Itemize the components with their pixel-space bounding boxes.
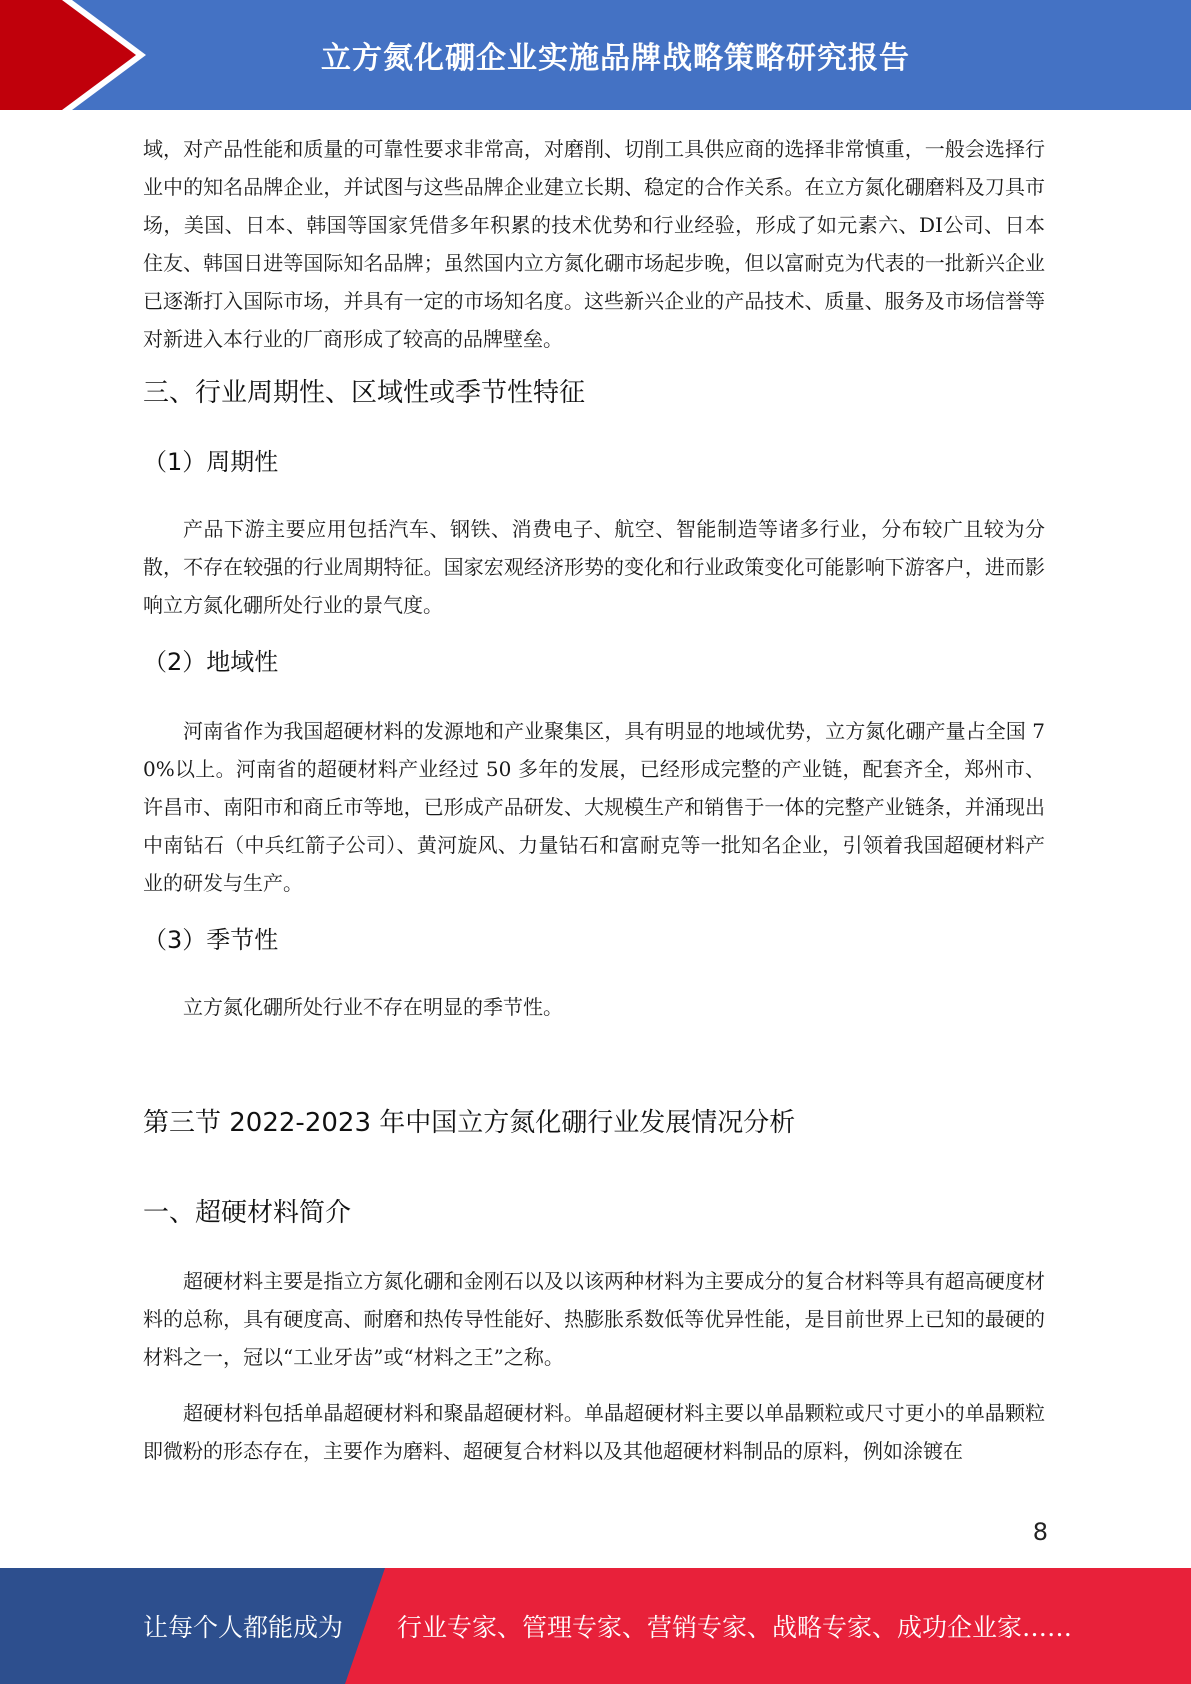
footer-slogan-left: 让每个人都能成为 [143, 1613, 344, 1642]
footer-slogan-right: 行业专家、管理专家、营销专家、战略专家、成功企业家…… [397, 1613, 1073, 1642]
paragraph-regionality: 河南省作为我国超硬材料的发源地和产业聚集区，具有明显的地域优势，立方氮化硼产量占全国 70%以上。河南省的超硬材料产业经过 50 多年的发展，已经形成完整的产业链，配套齐全，郑州市、许昌市、南阳市和商丘市等地，已形成产品研发、大规模生产和销售于一体的完整产业链条，并涌现出中南钻石（中兵红箭子公司）、黄河旋风、力量钻石和富耐克等一批知名企业，引领着我国超硬材料产业的研发与生产。 [143, 719, 1045, 895]
subheading-cyclicality: （1）周期性 [143, 448, 279, 476]
heading-superhard-intro: 一、超硬材料简介 [143, 1198, 352, 1228]
subheading-regionality: （2）地域性 [143, 648, 279, 676]
paragraph-superhard-definition: 超硬材料主要是指立方氮化硼和金刚石以及以该两种材料为主要成分的复合材料等具有超高硬度材料的总称，具有硬度高、耐磨和热传导性能好、热膨胀系数低等优异性能，是目前世界上已知的最硬的材料之一，冠以“工业牙齿”或“材料之王”之称。 [143, 1269, 1045, 1369]
paragraph-seasonality: 立方氮化硼所处行业不存在明显的季节性。 [183, 995, 563, 1019]
subheading-seasonality: （3）季节性 [143, 926, 279, 954]
heading-industry-characteristics: 三、行业周期性、区域性或季节性特征 [143, 378, 586, 408]
page-number: 8 [1032, 1518, 1048, 1546]
report-title: 立方氮化硼企业实施品牌战略策略研究报告 [321, 41, 910, 76]
paragraph-brand-barrier: 域，对产品性能和质量的可靠性要求非常高，对磨削、切削工具供应商的选择非常慎重，一般会选择行业中的知名品牌企业，并试图与这些品牌企业建立长期、稳定的合作关系。在立方氮化硼磨料及刀具市场，美国、日本、韩国等国家凭借多年积累的技术优势和行业经验，形成了如元素六、DI公司、日本住友、韩国日进等国际知名品牌；虽然国内立方氮化硼市场起步晚，但以富耐克为代表的一批新兴企业已逐渐打入国际市场，并具有一定的市场知名度。这些新兴企业的产品技术、质量、服务及市场信誉等对新进入本行业的厂商形成了较高的品牌壁垒。 [143, 137, 1045, 351]
page-header [0, 0, 1191, 110]
section-title: 第三节 2022-2023 年中国立方氮化硼行业发展情况分析 [143, 1108, 796, 1138]
page-content [143, 130, 1045, 1470]
paragraph-cyclicality: 产品下游主要应用包括汽车、钢铁、消费电子、航空、智能制造等诸多行业，分布较广且较为分散，不存在较强的行业周期特征。国家宏观经济形势的变化和行业政策变化可能影响下游客户，进而影响立方氮化硼所处行业的景气度。 [143, 517, 1045, 617]
paragraph-superhard-types: 超硬材料包括单晶超硬材料和聚晶超硬材料。单晶超硬材料主要以单晶颗粒或尺寸更小的单晶颗粒即微粉的形态存在，主要作为磨料、超硬复合材料以及其他超硬材料制品的原料，例如涂镀在 [143, 1401, 1045, 1463]
header-arrow-decoration [0, 0, 160, 110]
page-footer [0, 1568, 1191, 1684]
